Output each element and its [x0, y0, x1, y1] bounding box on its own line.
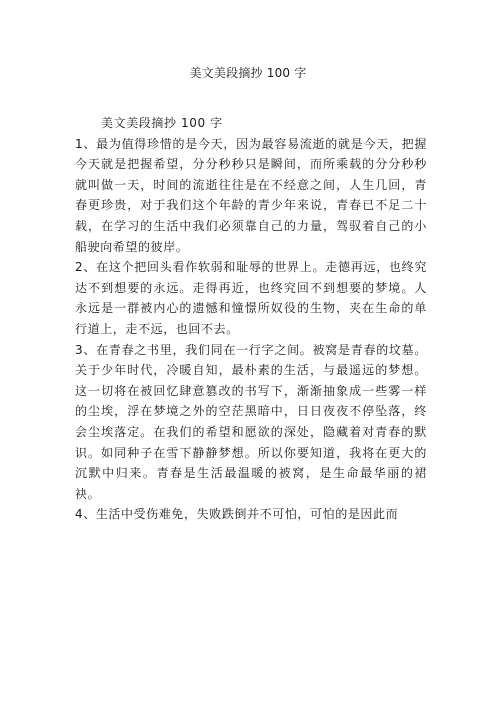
paragraph-4: 4、生活中受伤难免，失败跌倒并不可怕，可怕的是因此而	[75, 507, 399, 522]
document-body	[75, 113, 427, 525]
paragraph-3: 3、在青春之书里，我们同在一行字之间。被窝是青春的坟墓。关于少年时代，冷暖自知，最朴素的生活，与最遥远的梦想。这一切将在被回忆肆意篡改的书写下，渐渐抽象成一些雾一样的尘埃，浮在梦境之外的空茫黑暗中，日日夜夜不停坠落，终会尘埃落定。在我们的希望和愿欲的深处，隐藏着对青春的默识。如同种子在雪下静静梦想。所以你要知道，我将在更大的沉默中归来。青春是生活最温暖的被窝，是生命最华丽的裙袂。	[75, 342, 427, 501]
paragraph-1: 1、最为值得珍惜的是今天，因为最容易流逝的就是今天，把握今天就是把握希望，分分秒秒只是瞬间，而所乘载的分分秒秒就叫做一天，时间的流逝往往是在不经意之间，人生几回，青春更珍贵，对于我们这个年龄的青少年来说，青春已不足二十载，在学习的生活中我们必须靠自己的力量，驾驭着自己的小船驶向希望的彼岸。	[75, 136, 427, 254]
paragraph-2: 2、在这个把回头看作软弱和耻辱的世界上。走德再远，也终究达不到想要的永远。走得再近，也终究回不到想要的梦境。人永远是一群被内心的遗憾和憧憬所奴役的生物，夹在生命的单行道上，走不远，也回不去。	[75, 260, 427, 336]
document-subtitle: 美文美段摘抄 100 字	[101, 116, 223, 130]
document-title: 美文美段摘抄 100 字	[189, 66, 307, 80]
